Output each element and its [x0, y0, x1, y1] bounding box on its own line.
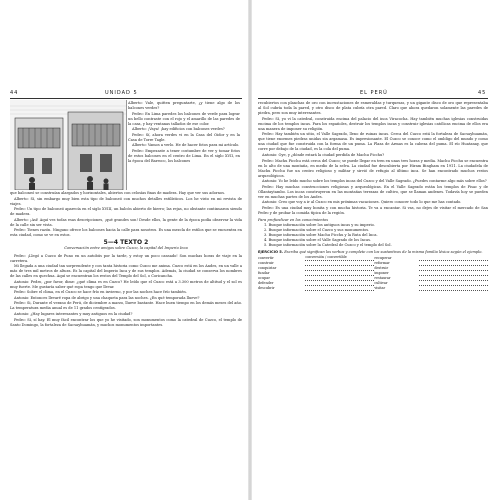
section-title: 5—4 TEXTO 2	[103, 239, 149, 247]
right-running-head: EL PERÚ	[360, 90, 388, 96]
dialogue-paragraph: Pedro: ¡Llegó a Cuzco de Puno en un autobús por la tarde, y estoy un poco cansado! Son muchas horas de viaje en la carretera.	[10, 253, 242, 263]
vocab-verb: defender	[258, 280, 274, 285]
body-paragraph: que balconeó se construían alargados y horizontales, abiertos con celosías finas de madera. Hay que ver sus adornos.	[10, 191, 226, 195]
dialogue-paragraph: Pedro: Si, Durante el verano de Perú, de diciembre a marzo, llueve bastante. Hace buen tiempo en los demás meses del año. La temperatura media anual es de 11 grados centígrados.	[10, 301, 242, 311]
vocab-verb: reformar	[374, 260, 390, 265]
tasks-list	[258, 223, 488, 248]
vocab-verb: fundar	[258, 270, 270, 275]
dialogue-paragraph: Antonio: Entonces llevaré ropa de abrigo y una chaqueta para las noches. ¿En qué temporada llueve?	[14, 295, 200, 300]
dialogue-paragraph: Pedro: Sí, sí hay. El muy fácil encontrar los que yo he visitado, son monumentos como la catedral de Cuzco, el templo de Santo Domingo, la fortaleza de Sacsayhuamán, y muchos monumentos importantes.	[10, 317, 242, 327]
exercise-instructions: Escriba qué significan los verbos y complete con los sustantivos de la misma familia léxica según el ejemplo.	[284, 250, 483, 255]
right-page	[250, 0, 500, 500]
exercise-heading	[258, 250, 488, 255]
vocab-verb: recuperar	[374, 255, 392, 260]
body-paragraph: Pedro: Machu Picchu está cerca del Cuzco; se puede llegar en tren en unas tres horas y media. Machu Picchu se encuentra en lo alto de una montaña, en medio de la selva. La ciudad fue descubierta por Hiram Bingham en 1911. La ciudadela de Machu Picchu fue un centro religioso y militar y sirvió de refugio al último inca. Se han encontrado muchos restos arqueológicos.	[258, 158, 488, 178]
vocab-answer[interactable]	[419, 286, 488, 291]
side-paragraph: Alberto: ¡Vaya! ¡hay edificios con balcones verdes?	[132, 127, 225, 132]
body-paragraph: Antonio: Oye, y ¿dónde estará la ciudad perdida de Machu Picchu?	[262, 152, 385, 157]
side-paragraph: Pedro: En Lima paredes los balcones de verde para lograr un bello contraste con el rojo y el amarillo de las paredes de la casa, y hay ventanas tallados de ese color.	[128, 111, 240, 126]
left-running-head: UNIDAD 5	[105, 90, 138, 96]
vocab-verb: destruir	[374, 265, 389, 270]
right-page-number: 45	[478, 90, 487, 96]
body-paragraph: Alberto: Sí, sin embargo muy bien esta tipo de balconeó con muchos detalles estilísticos. Los he visto en mi revista de viajes.	[10, 196, 242, 206]
vocab-verb: imponer	[374, 270, 389, 275]
exercise-title: EJERCICIO 5.	[258, 250, 284, 255]
vocab-verb: construir	[258, 260, 274, 265]
left-body-text	[10, 191, 242, 328]
body-paragraph: Alberto: ¡Así! Aquí ves todas esas descripciones, ¡qué grandes son! Desde ellos, la gente de la época podía observar la vida de la calle sin ser vista.	[10, 217, 242, 227]
body-paragraph: Antonio: Creo que voy a ir al Cuzco en mis próximas vacaciones. Quiero conocer todo lo que me has contado.	[262, 200, 462, 205]
body-paragraph: Pedro: Sí, yo vi la catedral, construida encima del palacio del inca Viracocha. Hay también muchas iglesias construidas encima de los templos incas. Para los españoles, destruir los templos incas y construir iglesias católicas encima de ellos era una manera de imponer su religión.	[258, 116, 488, 131]
balcony-drawing-icon	[10, 100, 126, 190]
right-head-rule	[258, 98, 488, 99]
body-paragraph: Antonio: Yo he leído mucho sobre los templos incas del Cuzco y del Valle Sagrado. ¿Puedes contarme algo más sobre ellos?	[262, 179, 487, 184]
task-item: 4. Busque información sobre el Valle Sagrado de los Incas.	[264, 238, 372, 243]
side-paragraph: Pedro: Empezaste a tener costumbre de ver y tomar fotos de estos balcones en el centro de Lima. En el siglo XVII, en la época del Barroco, los balcones	[128, 148, 240, 164]
body-paragraph: Pedro: Un tipo de balconeó aparecía en el siglo XVIII, un balcón abierto de hierro; las rejas, no obstante continuaron siendo de madera.	[10, 207, 242, 217]
task-item: 3. Busque información sobre Machu Picchu y la Ruta del Inca.	[264, 233, 378, 238]
vocab-answer[interactable]	[305, 286, 374, 291]
vocab-verb: convertir	[258, 255, 274, 260]
task-item: 1. Busque información sobre los antiguos incas y su imperio.	[264, 223, 375, 228]
section-subtitle: Conversación entre amigos sobre Cuzco, la capital del Imperio Inca	[64, 246, 188, 251]
vocab-verb: descubrir	[258, 285, 275, 290]
body-paragraph: Pedro: Hay muchas construcciones religiosas y arqueológicas. En el Valle Sagrado están los templos de Pisac y de Ollantaytambo. Los incas construyeron en las montañas terrazas de cultivo, que se llaman andenes. Todavía hoy se pueden ver en muchas partes de los Andes.	[258, 184, 488, 199]
balcony-illustration	[10, 100, 127, 190]
vocab-row	[258, 286, 488, 291]
body-paragraph: recubiertos con planchas de oro con incrustaciones de esmeraldas y turquesas, y un gigante disco de oro que representaba al Sol cubría toda la pared, y otro disco de plata cubría otra pared. Claro que ahora quedaron solamente las paredes de piedra, pero son muy interesantes.	[258, 101, 488, 116]
side-paragraph: Alberto: Vamos a verlo. He de hacer fotos para mi artículo.	[132, 143, 240, 148]
side-dialogue-column	[128, 101, 240, 165]
task-item: 5. Busque información sobre la Catedral de Cuzco y el templo del Sol.	[264, 243, 392, 248]
vocab-verb: cultivar	[374, 280, 388, 285]
body-paragraph: Pedro: Es una ciudad muy bonita y con mucha historia. Te va a encantar. Si vas, no dejes de visitar el mercado de San Pedro y de probar la comida típica de la región.	[258, 205, 488, 215]
tasks-title: Para profundizar en los conocimientos	[258, 218, 329, 223]
dialogue-paragraph: Antonio: ¿Hay lugares interesantes y muy antiguos en la ciudad?	[14, 312, 133, 317]
dialogue-paragraph: Mi llegada a una ciudad tan sorprendente y con tanta historia como Cuzco me anima. Cuzco está en los Andes, en un valle a más de tres mil metros de altura. Es la capital del Imperio Inca y de sus templos. Además, la ciudad se conserva los nombres de las calles en quechua. Aquí se encuentran los restos del Templo del Sol, o Coricancha.	[10, 264, 242, 279]
right-body-text	[258, 101, 488, 291]
vocab-verb: visitar	[374, 285, 386, 290]
vocab-verb: conquistar	[258, 265, 277, 270]
left-page-number: 44	[10, 90, 19, 96]
side-paragraph: Pedro: Sí, ahora verdes vi en la Casa del Oidor y en la Casa de Torre Tagle.	[128, 132, 240, 142]
side-paragraph: Alberto: Vale, quitten preguntarte, ¿y tiene algo de los balcones verdes?	[128, 101, 240, 111]
left-head-rule	[10, 98, 242, 99]
vocab-verb: restaurar	[374, 275, 391, 280]
vocab-answer[interactable]: conversión / convertible	[305, 255, 374, 261]
vocab-table	[258, 255, 488, 291]
body-paragraph: Pedro: Hay también un sitio, el Valle Sagrado, lleno de ruinas incas. Cerca del Cuzco está la fortaleza de Sacsayhuamán, que tiene enormes piedras unidas sin argamasa. Es impresionante. El Cuzco se conoce como el ombligo del mundo y como una ciudad que fue construida con la forma de un puma. La Plaza de Armas es la cabeza del puma. El río Huatanay, que corre por debajo de la ciudad, es la cola del puma.	[258, 132, 488, 152]
vocab-verb: ocupar	[258, 275, 270, 280]
dialogue-paragraph: Pedro: Sobre el clima, en el Cuzco se hace frío en invierno, y por las noches hace frío también.	[14, 290, 187, 295]
body-paragraph: Pedro: Tienes razón. Ninguno ofrece los balcones hacia la calle para nosotros. Es una mezcla de estilos que se encuentra en esta ciudad, como se ve en estos.	[10, 228, 242, 238]
dialogue-paragraph: Antonio: Pedro, ¿por favor, dime: ¿qué clima es en Cuzco? He leído que el Cuzco está a 3.300 metros de altitud y el sol es muy fuerte. Me gustaría saber qué ropa tengo que llevar.	[10, 279, 242, 289]
task-item: 2. Busque información sobre el Cuzco y sus monumentos.	[264, 228, 370, 233]
